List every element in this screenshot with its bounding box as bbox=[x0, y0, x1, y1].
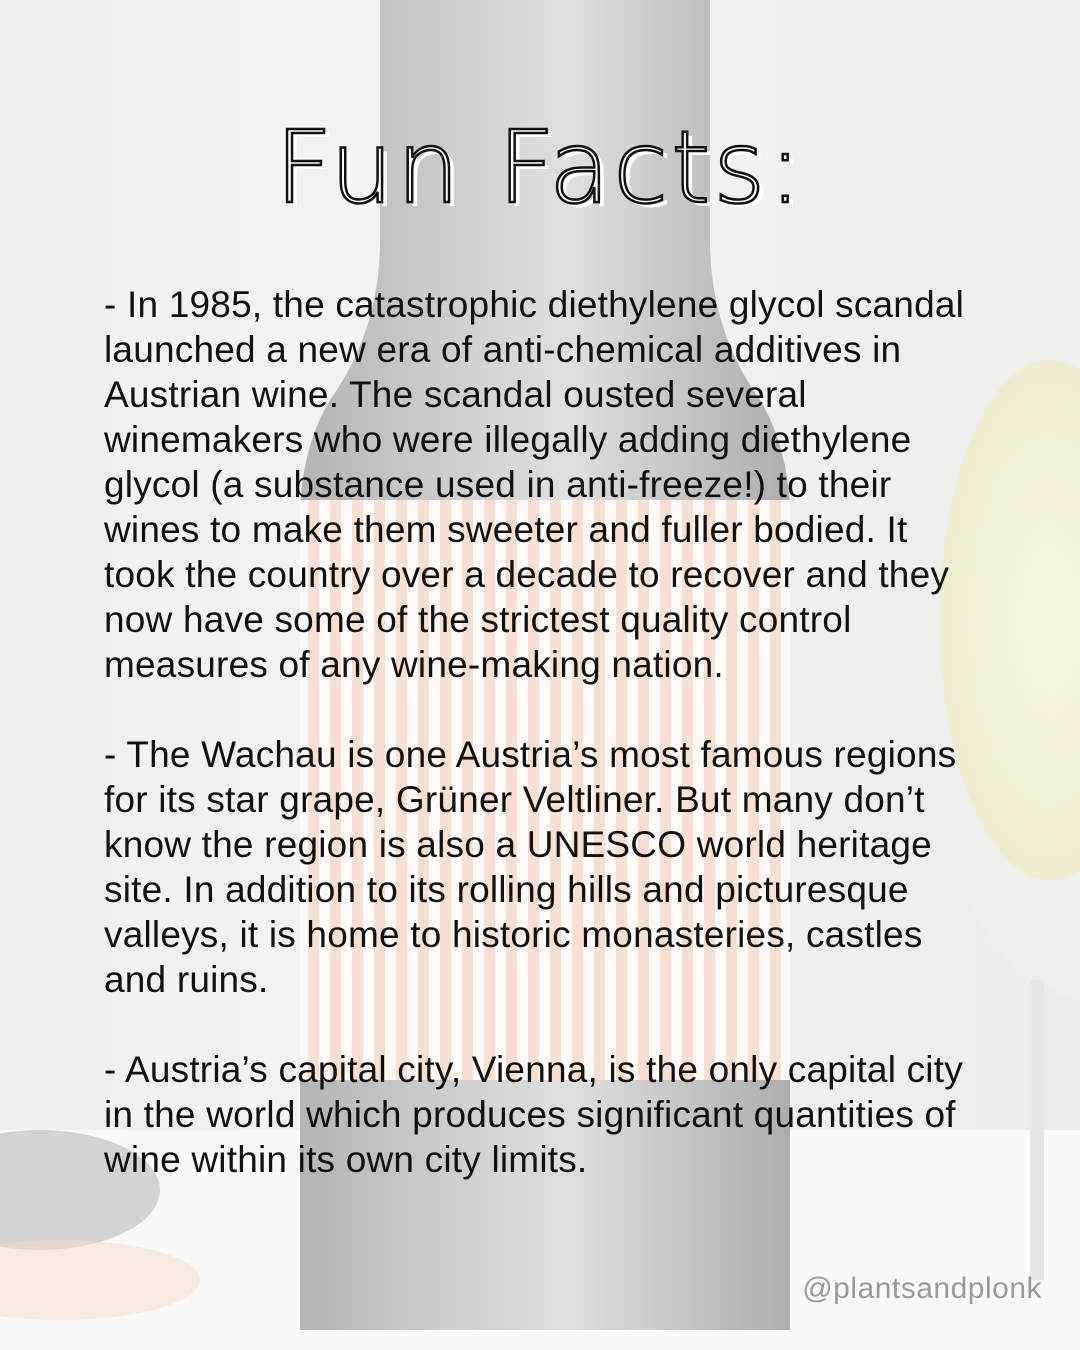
fact-item: - Austria’s capital city, Vienna, is the only capital city in the world which produces significant quantities of wine within its own city limits. bbox=[104, 1049, 963, 1180]
fact-item: - The Wachau is one Austria’s most famous regions for its star grape, Grüner Veltliner. But many don’t know the region is also a UNESCO world heritage site. In addition to its rolling hills and picturesque valleys, it is home to historic monasteries, castles and ruins. bbox=[104, 734, 957, 1000]
fact-item: - In 1985, the catastrophic diethylene glycol scandal launched a new era of anti-chemical additives in Austrian wine. The scandal ousted several winemakers who were illegally adding diethylene glycol (a substance used in anti-freeze!) to their wines to make them sweeter and fuller bodied. It took the country over a decade to recover and they now have some of the strictest quality control measures of any wine-making nation. bbox=[104, 284, 965, 685]
facts-list bbox=[104, 282, 984, 1227]
account-handle: @plantsandplonk bbox=[802, 1272, 1042, 1305]
page-title: Fun Facts: bbox=[274, 109, 806, 226]
